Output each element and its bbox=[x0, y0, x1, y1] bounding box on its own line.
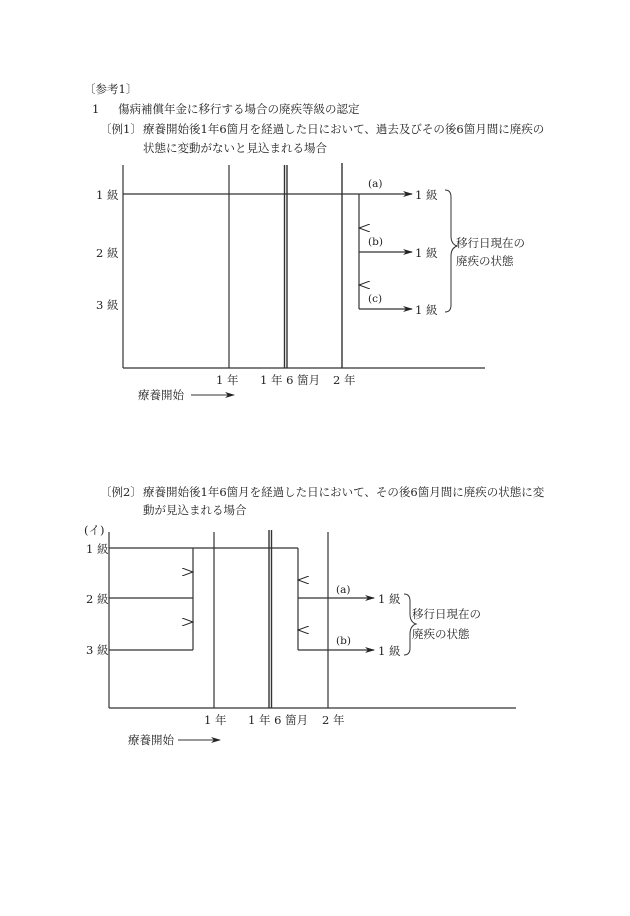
example1-x-tick-1y6m: 1 年 6 箇月 bbox=[260, 373, 321, 387]
example2-brace-label-line1: 移行日現在の bbox=[412, 607, 481, 621]
example2-x-tick-2y: 2 年 bbox=[322, 713, 345, 727]
example2-x-tick-1y: 1 年 bbox=[204, 713, 227, 727]
example2-brace-label-line2: 廃疾の状態 bbox=[412, 627, 470, 641]
example1-y-label-2: 2 級 bbox=[96, 246, 119, 260]
example2-y-label-1: 1 級 bbox=[86, 542, 109, 556]
example1-y-label-1: 1 級 bbox=[96, 188, 119, 202]
example1-brace-label-line1: 移行日現在の bbox=[456, 236, 525, 250]
example1-branch-c-result: 1 級 bbox=[415, 303, 438, 317]
example1-y-label-3: 3 級 bbox=[96, 298, 119, 312]
example1-branch-c-tag: (c) bbox=[368, 293, 383, 305]
section-number: 1 bbox=[92, 102, 100, 116]
example1-branch-a-result: 1 級 bbox=[415, 188, 438, 202]
example2-branch-a-tag: (a) bbox=[336, 584, 351, 596]
example1-title-line1: 療養開始後1年6箇月を経過した日において、過去及びその後6箇月間に廃疾の bbox=[143, 122, 545, 136]
example1-x-tick-1y: 1 年 bbox=[216, 373, 239, 387]
example2-label: 〔例2〕 bbox=[100, 485, 142, 499]
example1-branch-a-tag: (a) bbox=[368, 178, 383, 190]
example2-branch-b-result: 1 級 bbox=[378, 644, 401, 658]
example2-start-label: 療養開始 bbox=[128, 733, 174, 747]
reference-label: 〔参考1〕 bbox=[84, 82, 138, 96]
example2-y-label-2: 2 級 bbox=[86, 592, 109, 606]
example2-x-tick-1y6m: 1 年 6 箇月 bbox=[248, 713, 309, 727]
example2-title-line2: 動が見込まれる場合 bbox=[143, 503, 247, 517]
example1-branch-b-tag: (b) bbox=[368, 236, 383, 248]
example1-start-label: 療養開始 bbox=[138, 388, 184, 402]
example2-sub-label: (イ) bbox=[84, 523, 105, 537]
example1-title-line2: 状態に変動がないと見込まれる場合 bbox=[143, 141, 327, 155]
example2-brace bbox=[404, 594, 416, 655]
example2-branch-b-tag: (b) bbox=[336, 635, 351, 647]
example1-branch-b-result: 1 級 bbox=[415, 246, 438, 260]
example2-title-line1: 療養開始後1年6箇月を経過した日において、その後6箇月間に廃疾の状態に変 bbox=[143, 485, 545, 499]
example1-brace-label-line2: 廃疾の状態 bbox=[456, 254, 514, 268]
example2-y-label-3: 3 級 bbox=[86, 643, 109, 657]
example1-label: 〔例1〕 bbox=[100, 122, 142, 136]
section-title: 傷病補償年金に移行する場合の廃疾等級の認定 bbox=[118, 102, 360, 116]
example2-branch-a-result: 1 級 bbox=[378, 592, 401, 606]
example1-x-tick-2y: 2 年 bbox=[333, 373, 356, 387]
